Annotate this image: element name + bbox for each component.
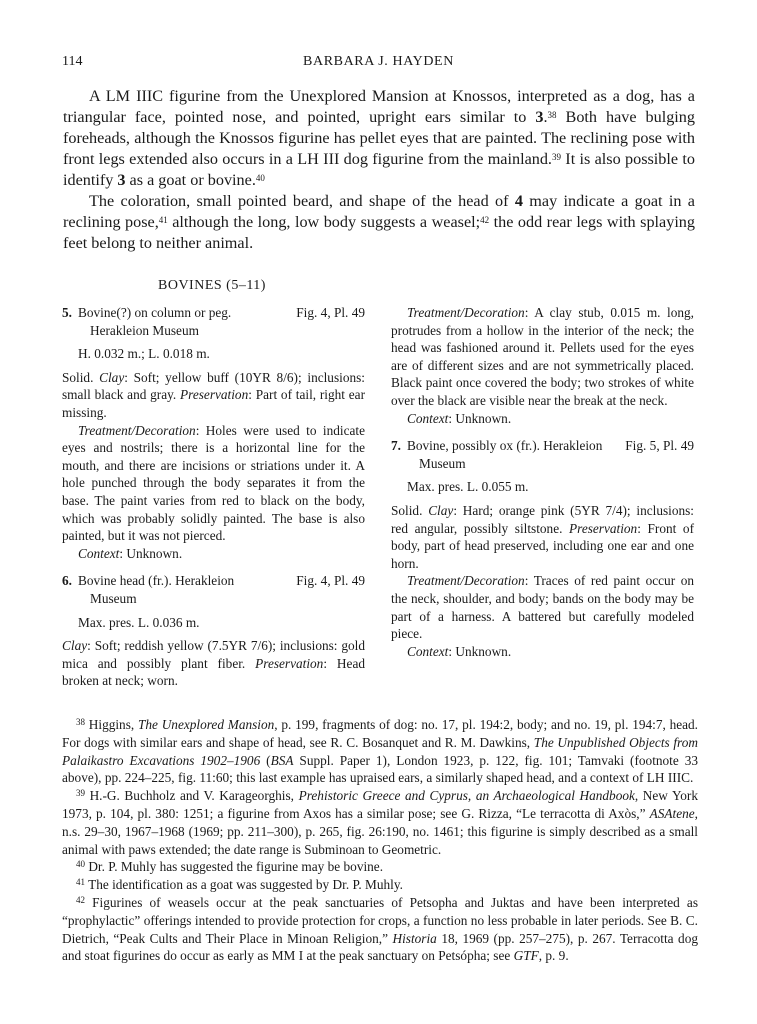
intro-paragraph-2: The coloration, small pointed beard, and shape of the head of 4 may indicate a goat in a reclining pose,$^{41}$ although the long, low body suggests a weasel;$^{42}$ the odd rear legs with splaying feet belong to neither animal.	[63, 192, 695, 252]
footnote-ref-41[interactable]: 41	[158, 214, 168, 225]
entry-title: Bovine(?) on column or peg. Herakleion Museum	[78, 305, 232, 338]
entry-6-header	[62, 572, 365, 607]
entry-context: Context: Unknown.	[407, 643, 512, 659]
entry-measurements: Max. pres. L. 0.055 m.	[407, 479, 529, 495]
entry-context: Context: Unknown.	[78, 545, 183, 561]
footnote-ref-42[interactable]: 42	[480, 214, 490, 225]
intro-paragraph-1: A LM IIIC figurine from the Unexplored Mansion at Knossos, interpreted as a dog, has a triangular face, pointed nose, and pointed, upright ears similar to 3.38 Both have bulging foreheads, although the Knossos figurine has pellet eyes that are painted. The reclining pose with front legs extended also occurs in a LH III dog figurine from the mainland.$^{39}$ It is also possible to identify 3 as a goat or bovine.$^{40}$	[63, 87, 695, 189]
entry-treatment: Treatment/Decoration: A clay stub, 0.015 m. long, protrudes from a hollow in the interior of the neck; the head was fashioned around it. Pellets used for the eyes are of different sizes and are not symmetrically placed. Black paint once covered the body; two strokes of white over the black are visible near the break at the neck.	[391, 305, 694, 408]
page-number: 114	[62, 54, 83, 69]
entry-context: Context: Unknown.	[407, 410, 512, 426]
entry-measurements: Max. pres. L. 0.036 m.	[78, 614, 200, 630]
entry-number: 7.	[391, 438, 401, 454]
footnote-41: $^{41}$ The identification as a goat was suggested by Dr. P. Muhly.	[76, 877, 403, 893]
figure-reference[interactable]: Fig. 5, Pl. 49	[625, 438, 694, 454]
catalogue-column-left	[62, 304, 365, 690]
entry-description: Clay: Soft; reddish yellow (7.5YR 7/6); inclusions: gold mica and possibly plant fiber. Preservation: Head broken at neck; worn.	[62, 638, 365, 689]
footnote-ref-40[interactable]: 40	[255, 172, 265, 183]
entry-measurements: H. 0.032 m.; L. 0.018 m.	[78, 346, 210, 362]
entry-7-header	[391, 437, 694, 472]
entry-number: 6.	[62, 573, 72, 589]
catalogue-column-right	[391, 304, 694, 660]
entry-description: Solid. Clay: Soft; yellow buff (10YR 8/6); inclusions: small black and gray. Preservation: Part of tail, right ear missing.	[62, 369, 365, 420]
intro-text	[63, 86, 695, 254]
figure-reference[interactable]: Fig. 4, Pl. 49	[296, 573, 365, 589]
entry-title: Bovine head (fr.). Herakleion Museum	[78, 573, 235, 606]
entry-number: 5.	[62, 305, 72, 320]
entry-treatment: Treatment/Decoration: Traces of red paint occur on the neck, shoulder, and body; bands on the body may be part of a harness. A battered but carefully modeled piece.	[391, 573, 694, 642]
footnote-39: $^{39}$ H.-G. Buchholz and V. Karageorghis, Prehistoric Greece and Cyprus, an Archaeological Handbook, New York 1973, p. 104, pl. 380: 1251; a figurine from Axos has a similar pose; see G. Rizza, “Le terracotta di Axòs,” ASAtene, n.s. 29–30, 1967–1968 (1969; pp. 211–300), p. 265, fig. 26:190, no. 1461; this figurine is simply described as a small animal with paws extended; the date range is Subminoan to Geometric.	[62, 788, 698, 857]
entry-description: Solid. Clay: Hard; orange pink (5YR 7/4); inclusions: red angular, possibly siltstone. Preservation: Front of body, part of head preserved, including one ear and one horn.	[391, 502, 695, 571]
figure-reference[interactable]: Fig. 4, Pl. 49	[296, 305, 365, 320]
entry-treatment: Treatment/Decoration: Holes were used to indicate eyes and nostrils; there is a horizontal line for the mouth, and there are incisions or striations under it. A hole punched through the body separates it from the base. The paint varies from red to black on the body, which was probably solidly painted. The base is also painted, but it was not pierced.	[62, 422, 365, 544]
running-head: BARBARA J. HAYDEN	[303, 54, 454, 69]
footnote-ref-39[interactable]: 39	[551, 151, 561, 162]
footnotes	[62, 716, 698, 965]
footnote-38: $^{38}$ Higgins, The Unexplored Mansion, p. 199, fragments of dog: no. 17, pl. 194:2, body; and no. 19, pl. 194:7, head. For dogs with similar ears and shape of head, see R. C. Bosanquet and R. M. Dawkins, The Unpublished Objects from Palaikastro Excavations 1902–1906 (BSA Suppl. Paper 1), London 1923, p. 122, fig. 101; Tamvaki (footnote 33 above), pp. 224–225, fig. 11:60; this last example has upraised ears, a similarly shaped head, and a context of LH IIIC.	[62, 716, 699, 786]
footnote-42: $^{42}$ Figurines of weasels occur at the peak sanctuaries of Petsopha and Juktas and have been interpreted as “prophylactic” offerings intended to provide protection for crops, a function no less probable in later periods. See B. C. Dietrich, “Peak Cults and Their Place in Minoan Religion,” Historia 18, 1969 (pp. 257–275), p. 267. Terracotta dog and stoat figurines do occur as early as MM I at the peak sanctuary on Petsópha; see GTF, p. 9.	[62, 894, 699, 964]
footnote-ref-38[interactable]: 38	[547, 109, 557, 120]
entry-title: Bovine, possibly ox (fr.). Herakleion Museum	[407, 438, 603, 471]
entry-5-header	[62, 304, 365, 339]
footnote-40: $^{40}$ Dr. P. Muhly has suggested the figurine may be bovine.	[76, 859, 384, 875]
section-heading: BOVINES (5–11)	[158, 278, 266, 293]
